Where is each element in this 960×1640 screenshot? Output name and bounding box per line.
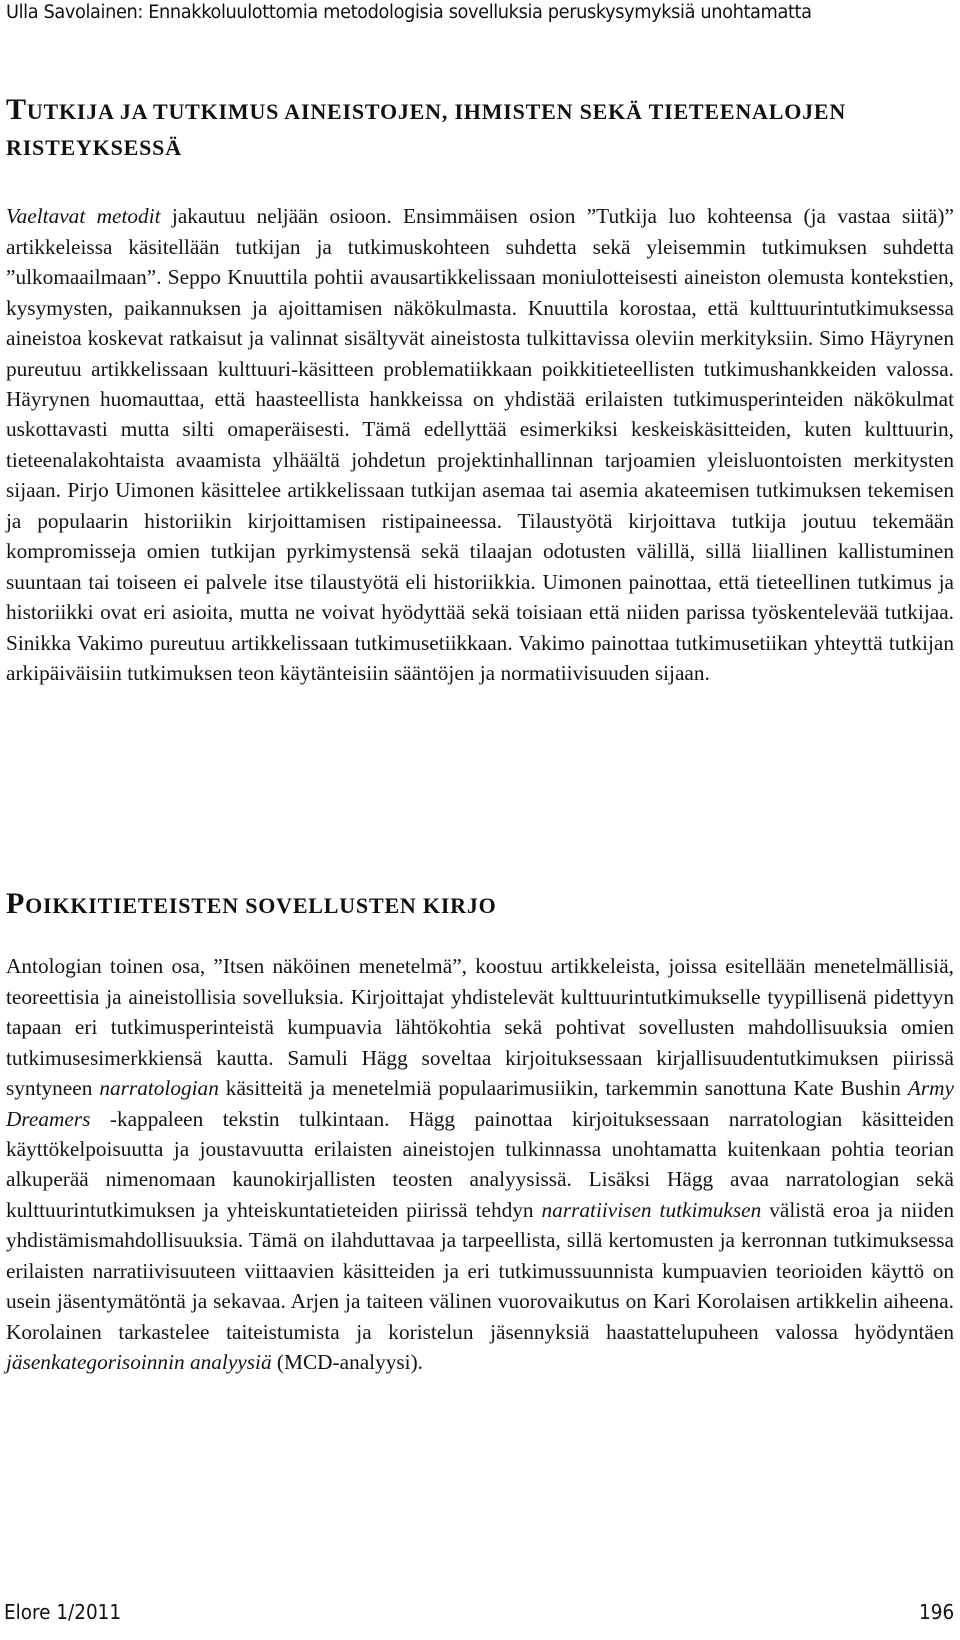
paragraph-1 [6, 201, 954, 688]
book-title: Vaeltavat metodit [6, 204, 161, 229]
song-title: Army Dreamers [6, 1076, 954, 1131]
section-heading-1 [6, 92, 954, 166]
italic-term: narratologian [99, 1076, 219, 1101]
paragraph-text: välistä eroa ja niiden yhdistämismahdollisuuksia. Tämä on ilahduttavaa ja tarpeellista, sillä kertomusten ja kerronnan tutkimuksessa erilaisten narratiivisuuteen viittaavien käsitteiden ja eri tutkimussuunnista kumpuavien teorioiden käyttö on usein jäsentymätöntä ja sekavaa. Arjen ja taiteen välinen vuorovaikutus on Kari Korolaisen artikkelin aiheena. Korolainen tarkastelee taiteistumista ja koristelun jäsennyksiä haastattelupuheen valossa hyödyntäen [6, 1197, 954, 1344]
heading-text: OIKKITIETEISTEN SOVELLUSTEN KIRJO [25, 893, 497, 919]
italic-term: narratiivisen tutkimuksen [541, 1197, 762, 1222]
page-number: 196 [918, 1600, 954, 1624]
journal-issue: Elore 1/2011 [4, 1600, 122, 1624]
paragraph-text: jakautuu neljään osioon. Ensimmäisen osion ”Tutkija luo kohteensa (ja vastaa siitä)” artikkeleissa käsitellään tutkijan ja tutkimuskohteen suhdetta sekä yleisemmin tutkimuksen suhdetta ”ulkomaailmaan”. Seppo Knuuttila pohtii avausartikkelissaan moniulotteisesti aineiston olemusta kontekstien, kysymysten, paikannuksen ja ajoittamisen näkökulmasta. Knuuttila korostaa, että kulttuurintutkimuksessa aineistoa koskevat ratkaisut ja valinnat sisältyvät aineistosta tulkittavissa oleviin merkityksiin. Simo Häyrynen pureutuu artikkelissaan kulttuuri-käsitteen problematiikkaan poikkitieteellisten tutkimushankkeiden valossa. Häyrynen huomauttaa, että haasteellista hankkeissa on yhdistää erilaisten tutkimusperinteiden näkökulmat uskottavasti mutta silti omaperäisesti. Tämä edellyttää esimerkiksi keskeiskäsitteiden, kuten kulttuurin, tieteenalakohtaista avaamista ylhäältä johdetun projektinhallinnan tarjoamien yleisluontoisten merkitysten sijaan. Pirjo Uimonen käsittelee artikkelissaan tutkijan asemaa tai asemia akateemisen tutkimuksen tekemisen ja populaarin historiikin kirjoittamisen ristipaineessa. Tilaustyötä kirjoittava tutkija joutuu tekemään kompromisseja omien tutkijan pyrkimystensä sekä tilaajan odotusten välillä, sillä liiallinen kallistuminen suuntaan tai toiseen ei palvele itse tilaustyötä eli historiikkia. Uimonen painottaa, että tieteellinen tutkimus ja historiikki ovat eri asioita, mutta ne voivat hyödyttää sekä toisiaan että niiden parissa työskentelevää tutkijaa. Sinikka Vakimo pureutuu artikkelissaan tutkimusetiikkaan. Vakimo painottaa tutkimusetiikan yhteyttä tutkijan arkipäiväisiin tutkimuksen teon käytänteisiin sääntöjen ja normatiivisuuden sijaan. [6, 204, 954, 686]
heading-initial: P [6, 887, 26, 921]
section-heading-2 [6, 886, 954, 924]
running-header: Ulla Savolainen: Ennakkoluulottomia metodologisia sovelluksia peruskysymyksiä unohtamatta [6, 2, 812, 23]
paragraph-text: (MCD-analyysi). [271, 1350, 424, 1375]
paragraph-2 [6, 951, 954, 1377]
paragraph-text: Antologian toinen osa, ”Itsen näköinen menetelmä”, koostuu artikkeleista, joissa esitellään menetelmällisiä, teoreettisia ja aineistollisia sovelluksia. Kirjoittajat yhdistelevät kulttuurintutkimukselle tyypillisenä pidettyyn tapaan eri tutkimusperinteistä kumpuavia lähtökohtia sekä pohtivat sovellusten mahdollisuuksia omien tutkimusesimerkkiensä kautta. Samuli Hägg soveltaa kirjoituksessaan kirjallisuudentutkimuksen piirissä syntyneen [6, 954, 954, 1101]
italic-term: jäsenkategorisoinnin analyysiä [6, 1350, 272, 1375]
heading-initial: T [6, 93, 27, 127]
heading-text: UTKIJA JA TUTKIMUS AINEISTOJEN, IHMISTEN SEKÄ TIETEENALOJEN RISTEYKSESSÄ [6, 99, 847, 161]
paragraph-text: -kappaleen tekstin tulkintaan. Hägg painottaa kirjoituksessaan narratologian käsitteiden käyttökelpoisuutta ja joustavuutta erilaisten aineistojen tulkinnassa unohtamatta kuitenkaan pohtia teorian alkuperää nimenomaan kaunokirjallisten teosten analyysissä. Lisäksi Hägg avaa narratologian sekä kulttuurintutkimuksen ja yhteiskuntatieteiden piirissä tehdyn [6, 1106, 954, 1222]
paragraph-text: käsitteitä ja menetelmiä populaarimusiikin, tarkemmin sanottuna Kate Bushin [218, 1076, 908, 1101]
